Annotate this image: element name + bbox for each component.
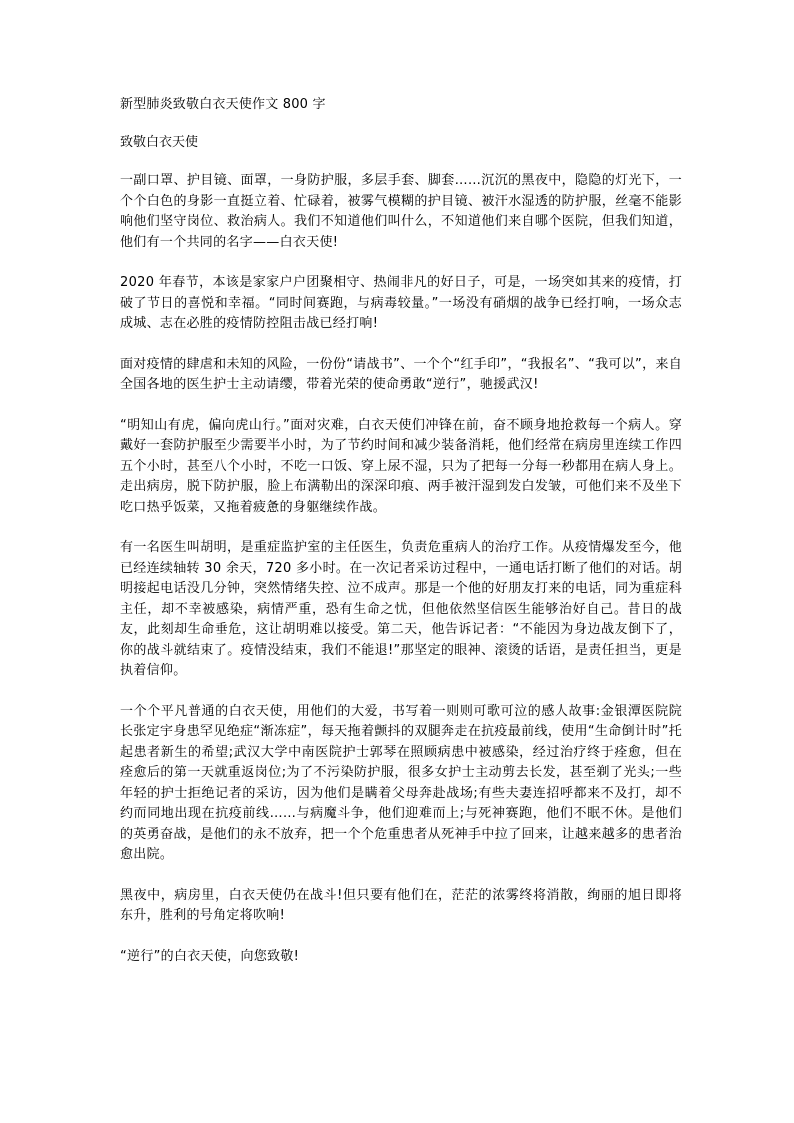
paragraph: 一个个平凡普通的白衣天使，用他们的大爱，书写着一则则可歌可泣的感人故事:金银潭医院院长张定宇身患罕见绝症“渐冻症”，每天拖着颤抖的双腿奔走在抗疫最前线，使用“生命倒计时”托起患者新生的希望;武汉大学中南医院护士郭琴在照顾病患中被感染，经过治疗终于痊愈，但在痊愈后的第一天就重返岗位;为了不污染防护服，很多女护士主动剪去长发，甚至剃了光头;一些年轻的护士拒绝记者的采访，因为他们是瞒着父母奔赴战场;有些夫妻连招呼都来不及打，却不约而同地出现在抗疫前线……与病魔斗争，他们迎难而上;与死神赛跑，他们不眠不休。是他们的英勇奋战，是他们的永不放弃，把一个个危重患者从死神手中拉了回来，让越来越多的患者治愈出院。 bbox=[120, 703, 682, 862]
paragraph: “明知山有虎，偏向虎山行。”面对灾难，白衣天使们冲锋在前，奋不顾身地抢救每一个病人。穿戴好一套防护服至少需要半小时，为了节约时间和减少装备消耗，他们经常在病房里连续工作四五个小时，甚至八个小时，不吃一口饭、穿上尿不湿，只为了把每一分每一秒都用在病人身上。走出病房，脱下防护服，脸上布满勒出的深深印痕、两手被汗湿到发白发皱，可他们来不及坐下吃口热乎饭菜，又拖着疲惫的身躯继续作战。 bbox=[120, 417, 682, 515]
paragraph: 有一名医生叫胡明，是重症监护室的主任医生，负责危重病人的治疗工作。从疫情爆发至今，他已经连续轴转 30 余天，720 多小时。在一次记者采访过程中，一通电话打断了他们的对话。胡明接起电话没几分钟，突然情绪失控、泣不成声。那是一个他的好朋友打来的电话，同为重症科主任，却不幸被感染，病情严重，恐有生命之忧，但他依然坚信医生能够治好自己。昔日的战友，此刻却生命垂危，这让胡明难以接受。第二天，他告诉记者：“不能因为身边战友倒下了，你的战斗就结束了。疫情没结束，我们不能退!”那坚定的眼神、滚烫的话语，是责任担当，更是执着信仰。 bbox=[120, 540, 682, 678]
paragraph: “逆行”的白衣天使，向您致敬! bbox=[120, 948, 300, 964]
document-title: 新型肺炎致敬白衣天使作文 800 字 bbox=[120, 97, 326, 112]
document-body bbox=[120, 95, 682, 987]
essay-heading: 致敬白衣天使 bbox=[120, 135, 199, 150]
paragraph: 2020 年春节，本该是家家户户团聚相守、热闹非凡的好日子，可是，一场突如其来的疫情，打破了节日的喜悦和幸福。“同时间赛跑，与病毒较量。”一场没有硝烟的战争已经打响，一场众志成城、志在必胜的疫情防控阻击战已经打响! bbox=[120, 275, 682, 331]
paragraph: 面对疫情的肆虐和未知的风险，一份份“请战书”、一个个“红手印”，“我报名”、“我可以”，来自全国各地的医生护士主动请缨，带着光荣的使命勇敢“逆行”，驰援武汉! bbox=[120, 356, 682, 392]
paragraph: 一副口罩、护目镜、面罩，一身防护服，多层手套、脚套……沉沉的黑夜中，隐隐的灯光下，一个个白色的身影一直挺立着、忙碌着，被雾气模糊的护目镜、被汗水湿透的防护服，丝毫不能影响他们坚守岗位、救治病人。我们不知道他们叫什么，不知道他们来自哪个医院，但我们知道，他们有一个共同的名字——白衣天使! bbox=[120, 173, 682, 250]
paragraph: 黑夜中，病房里，白衣天使仍在战斗!但只要有他们在，茫茫的浓雾终将消散，绚丽的旭日即将东升，胜利的号角定将吹响! bbox=[120, 887, 682, 923]
